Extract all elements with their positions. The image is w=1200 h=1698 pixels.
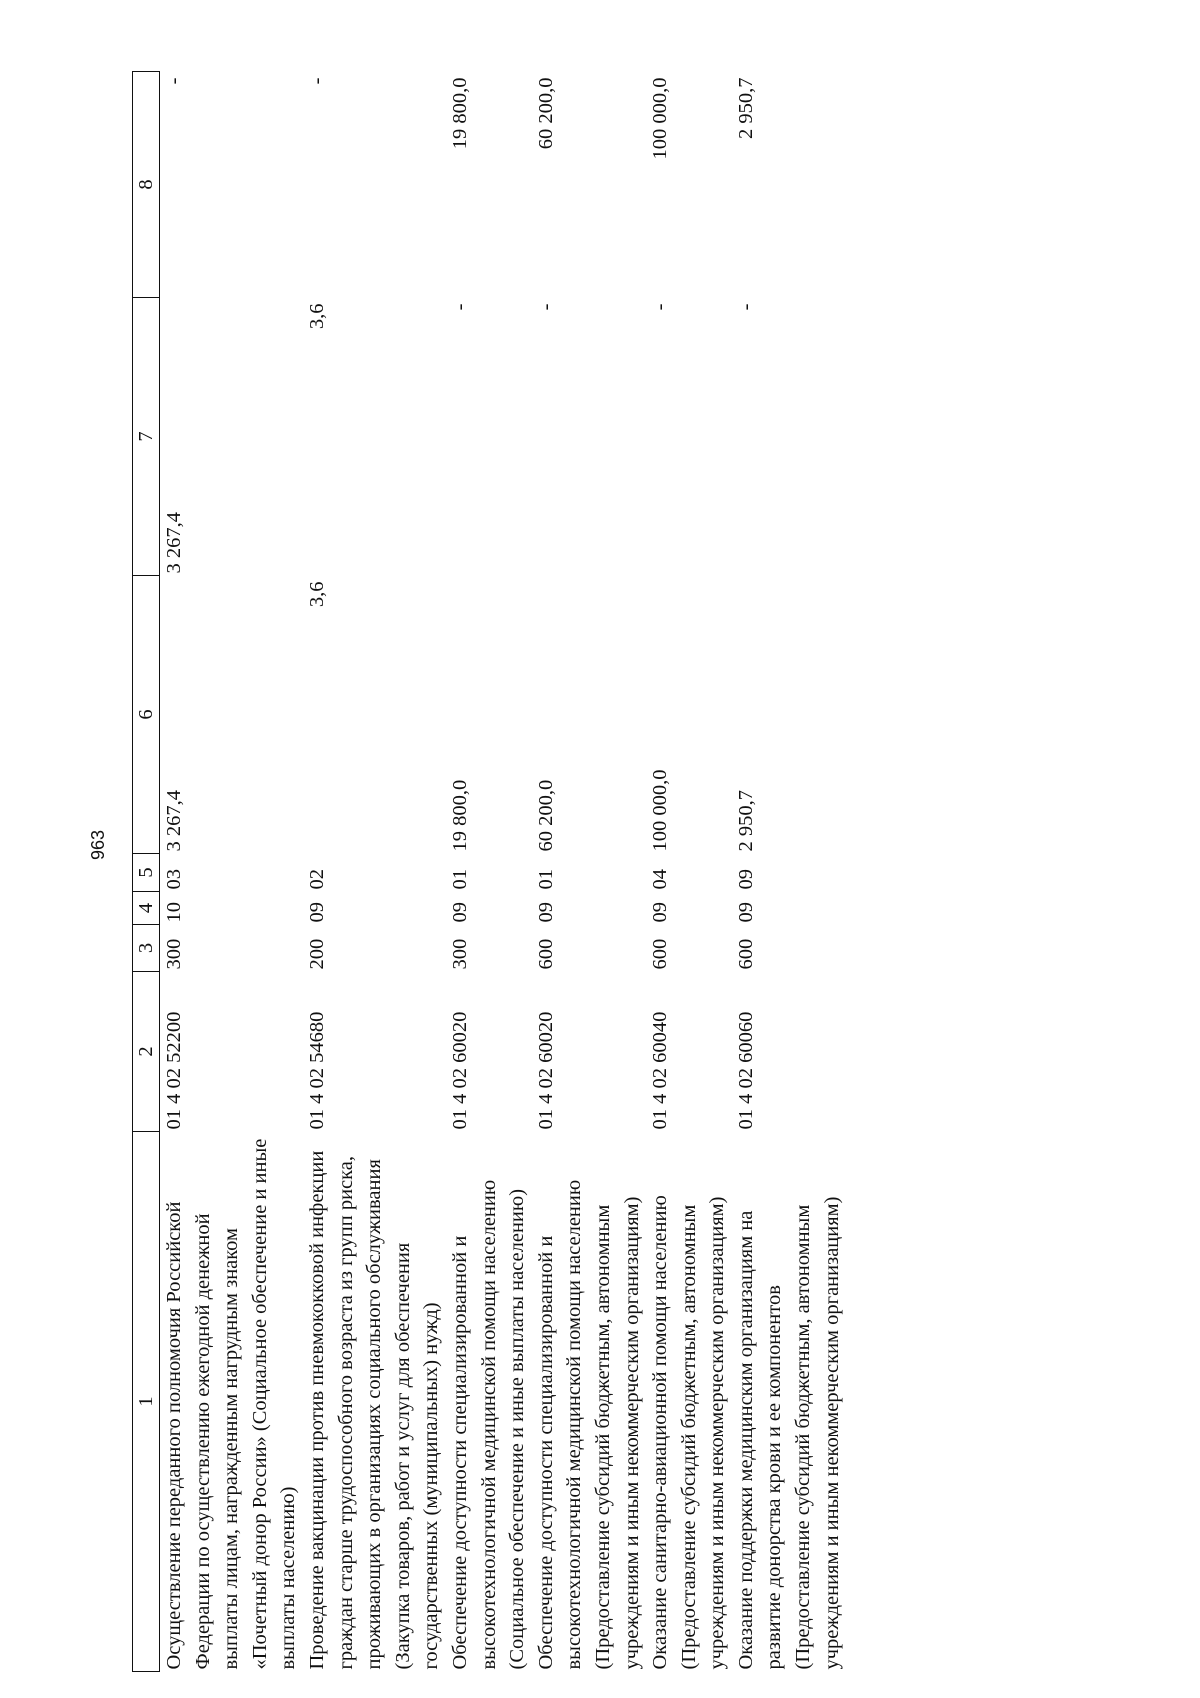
- row-amount-col7: -: [534, 303, 557, 311]
- col-header-2: 2: [133, 972, 160, 1132]
- header-row: [133, 72, 160, 1672]
- row-target-code: 01 4 02 60060: [734, 1011, 757, 1130]
- col-header-8: 8: [133, 72, 160, 298]
- row-section: 09: [649, 902, 672, 923]
- row-target-code: 01 4 02 54680: [305, 1011, 328, 1130]
- col-header-1: 1: [133, 1132, 160, 1672]
- row-expense-type: 200: [305, 938, 328, 970]
- row-expense-type: 600: [734, 938, 757, 970]
- row-amount-total: 3 267,4: [163, 790, 185, 852]
- row-amount-total: 100 000,0: [649, 769, 672, 852]
- table-row: [732, 72, 846, 1672]
- col-header-7: 7: [133, 298, 160, 576]
- row-expense-type: 300: [163, 938, 185, 970]
- row-target-code: 01 4 02 60020: [448, 1011, 471, 1130]
- page-number: 963: [88, 829, 108, 860]
- col-header-5: 5: [133, 854, 160, 892]
- row-amount-col7: -: [649, 303, 672, 311]
- row-subsection: 02: [305, 869, 328, 890]
- row-amount-total: 3,6: [305, 581, 328, 608]
- row-amount-total: 19 800,0: [448, 779, 471, 852]
- col-header-6: 6: [133, 576, 160, 854]
- col-header-4: 4: [133, 892, 160, 925]
- row-expense-type: 600: [649, 938, 672, 970]
- row-section: 09: [448, 902, 471, 923]
- row-amount-col8: 60 200,0: [534, 77, 557, 150]
- row-section: 09: [305, 902, 328, 923]
- row-description: Проведение вакцинации против пневмококковой инфекции граждан старше трудоспособного возраста из групп риска, проживающих в организациях социального обслуживания (Закупка товаров, работ и услуг для обеспечения государственных (муниципальных) нужд): [305, 1150, 443, 1670]
- row-amount-col8: -: [305, 77, 328, 85]
- table-row: [303, 72, 446, 1672]
- col-header-3: 3: [133, 925, 160, 972]
- row-subsection: 01: [448, 869, 471, 890]
- budget-table: [132, 71, 846, 1672]
- row-expense-type: 300: [448, 938, 471, 970]
- row-target-code: 01 4 02 60040: [649, 1011, 672, 1130]
- row-amount-col7: -: [448, 303, 471, 311]
- row-subsection: 04: [649, 869, 672, 890]
- row-expense-type: 600: [534, 938, 557, 970]
- row-amount-col7: 3,6: [305, 303, 328, 330]
- row-target-code: 01 4 02 60020: [534, 1011, 557, 1130]
- row-subsection: 09: [734, 869, 757, 890]
- budget-table-wrapper: [132, 72, 846, 1672]
- table-row: [646, 72, 732, 1672]
- row-amount-col7: -: [734, 303, 757, 311]
- row-amount-total: 2 950,7: [734, 790, 757, 852]
- row-description: Осуществление переданного полномочия Российской Федерации по осуществлению ежегодной денежной выплаты лицам, награжденным нагрудным знаком «Почетный донор России» (Социальное обеспечение и иные выплаты населению): [163, 1138, 300, 1670]
- row-subsection: 03: [163, 869, 185, 890]
- row-description: Обеспечение доступности специализированной и высокотехнологичной медицинской помощи населению (Социальное обеспечение и иные выплаты населению): [448, 1179, 529, 1670]
- row-amount-col8: -: [163, 77, 185, 85]
- table-row: [160, 72, 303, 1672]
- row-section: 09: [534, 902, 557, 923]
- row-subsection: 01: [534, 869, 557, 890]
- row-amount-col8: 2 950,7: [734, 77, 757, 139]
- row-target-code: 01 4 02 52200: [163, 1011, 185, 1130]
- table-row: [446, 72, 532, 1672]
- table-row: [532, 72, 646, 1672]
- row-amount-col8: 100 000,0: [649, 77, 672, 160]
- row-amount-total: 60 200,0: [534, 779, 557, 852]
- row-description: Оказание санитарно-авиационной помощи населению (Предоставление субсидий бюджетным, автономным учреждениям и иным некоммерческим организациям): [649, 1195, 729, 1670]
- row-amount-col7: 3 267,4: [163, 512, 185, 574]
- row-description: Обеспечение доступности специализированной и высокотехнологичной медицинской помощи населению (Предоставление субсидий бюджетным, автономным учреждениям и иным некоммерческим организациям): [534, 1179, 643, 1670]
- row-description: Оказание поддержки медицинским организациям на развитие донорства крови и ее компонентов (Предоставление субсидий бюджетным, автономным учреждениям и иным некоммерческим организациям): [734, 1196, 843, 1670]
- row-section: 09: [734, 902, 757, 923]
- row-amount-col8: 19 800,0: [448, 77, 471, 150]
- row-section: 10: [163, 902, 185, 923]
